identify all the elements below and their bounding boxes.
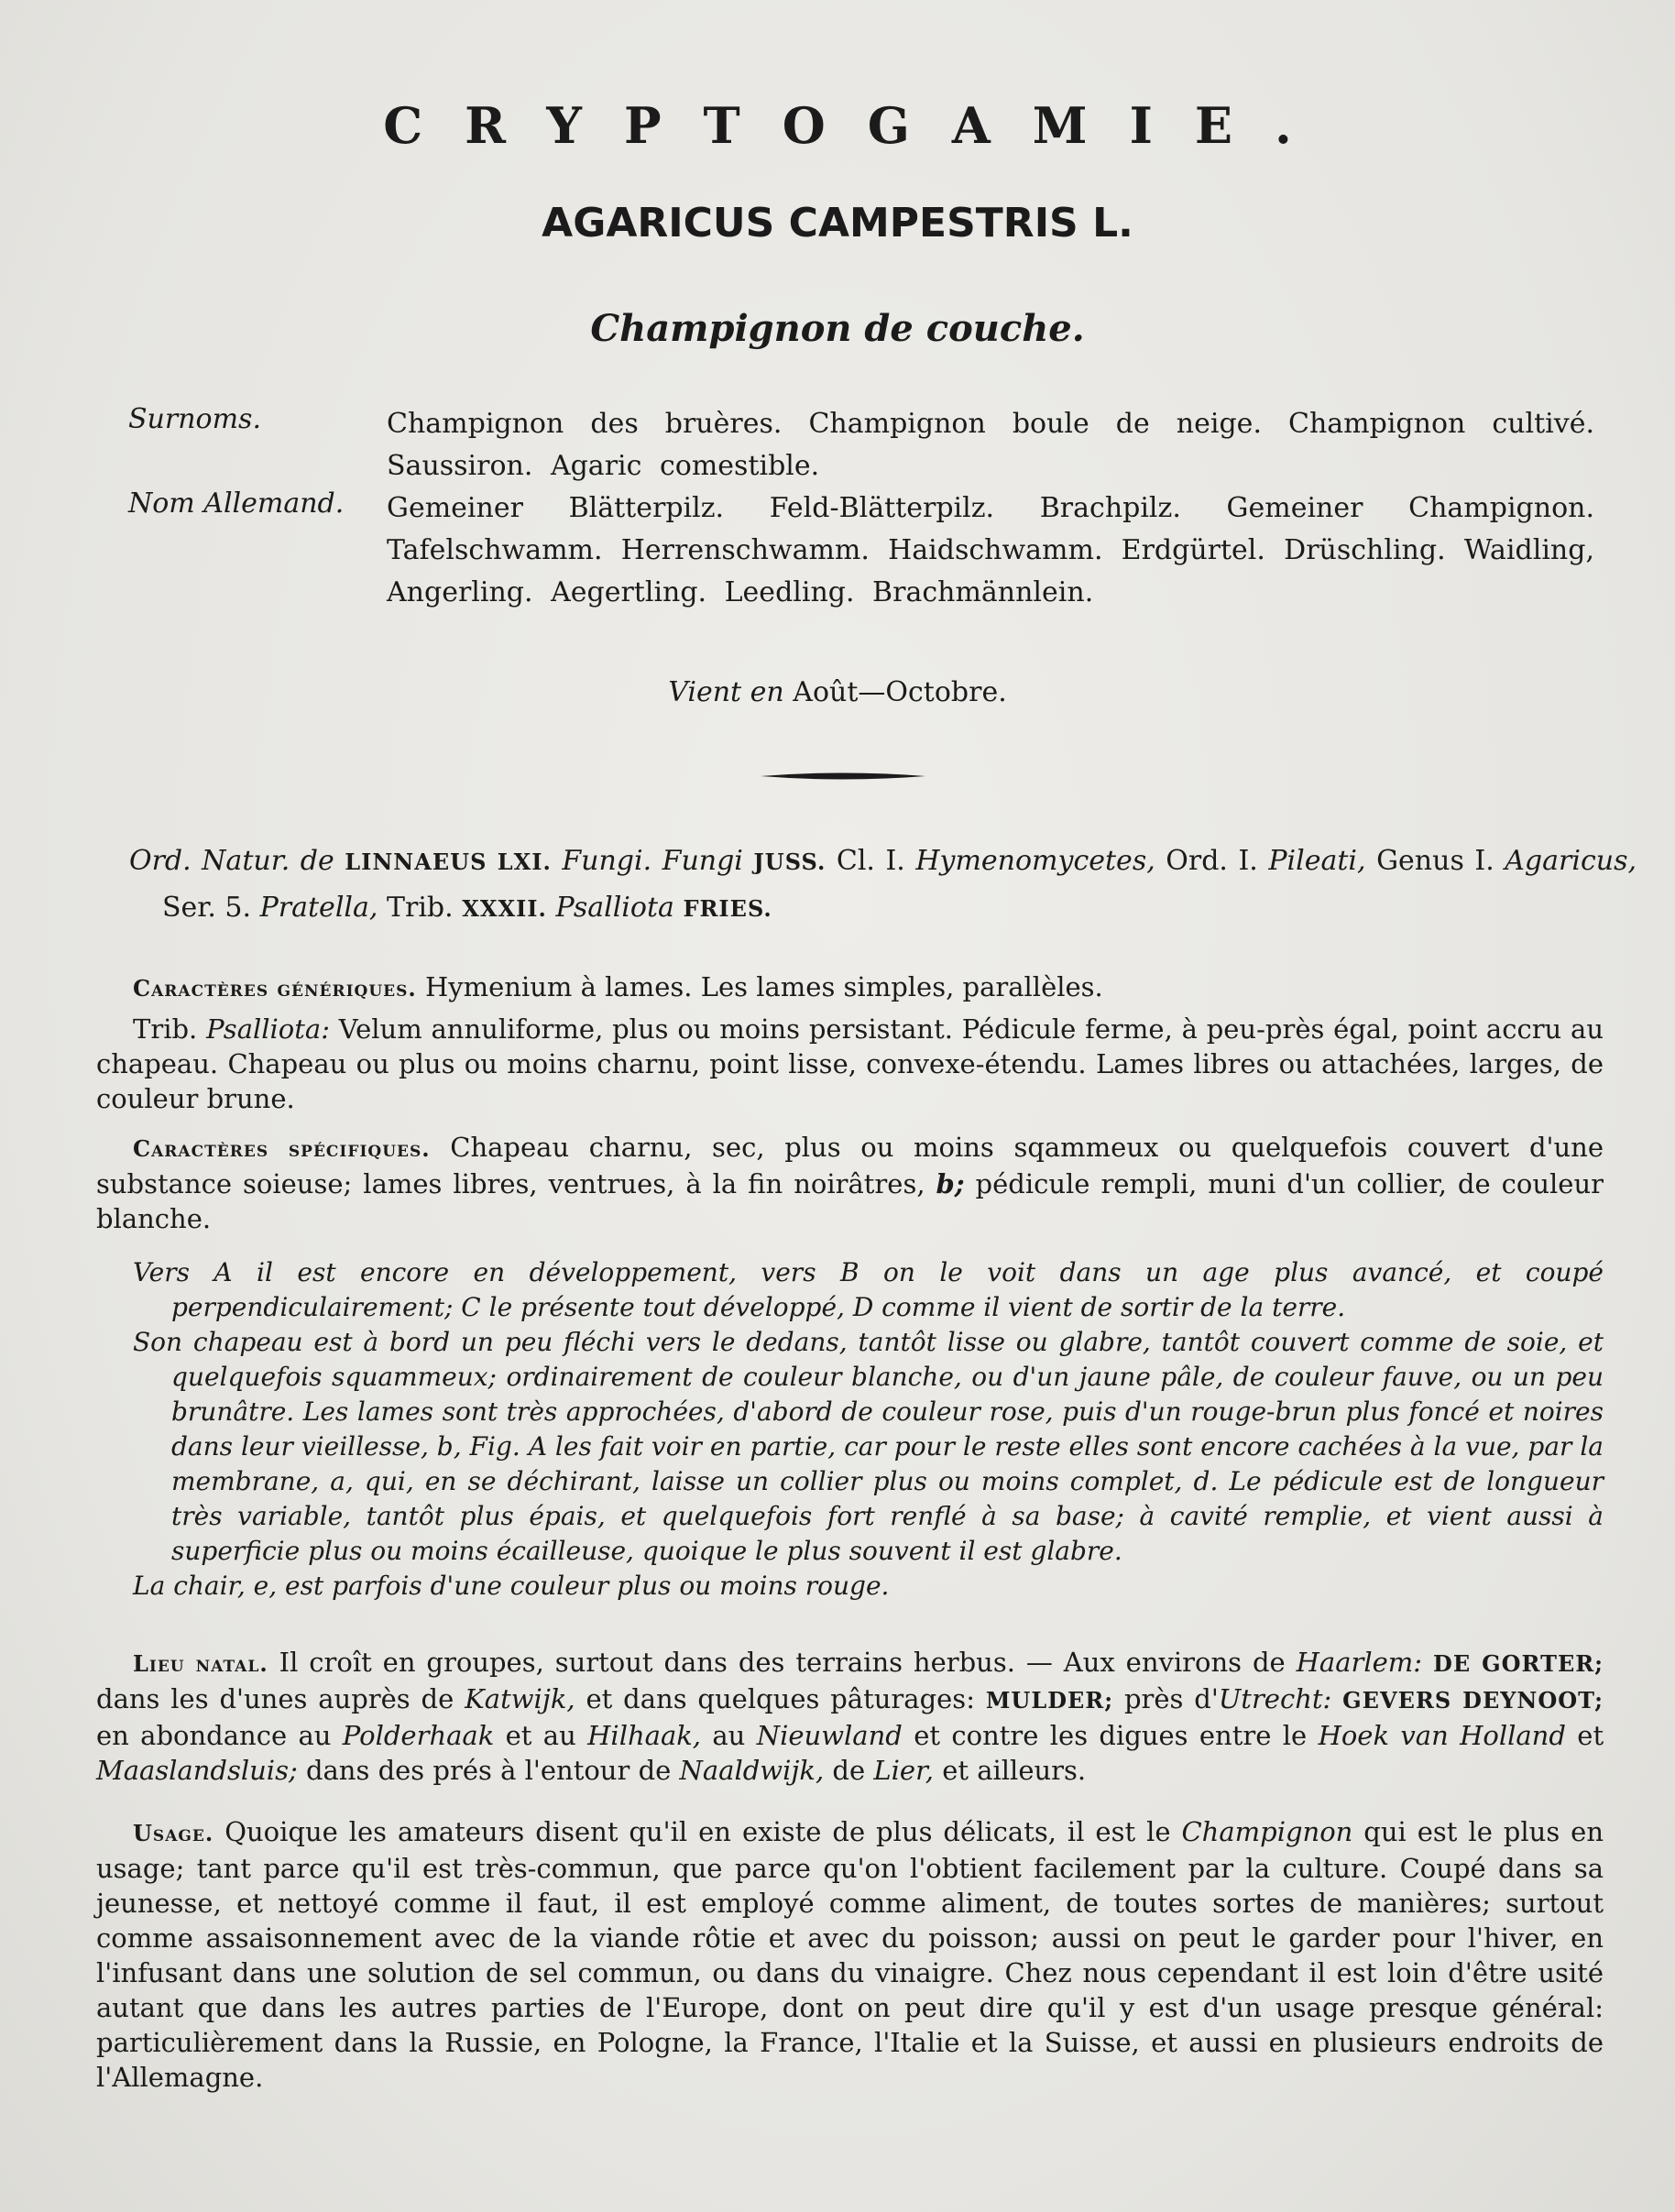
synonyms-section xyxy=(128,403,1594,614)
specific-label: Caractères spécifiques. xyxy=(133,1135,431,1162)
habitat-gorter: DE GORTER; xyxy=(1433,1650,1604,1677)
habitat-t4: près d' xyxy=(1123,1683,1219,1714)
trib-text: Velum annuliforme, plus ou moins persistant. Pédicule ferme, à peu-près égal, point accru au chapeau. Chapeau ou plus ou moins charnu, point lisse, convexe-étendu. Lames libres ou attachées, larges, de couleur brune. xyxy=(96,1013,1604,1114)
ordre-c: Fungi. Fungi xyxy=(562,845,743,877)
habitat-t7: au xyxy=(712,1720,746,1751)
trib-label: Trib. xyxy=(133,1013,198,1045)
common-name: Champignon de couche. xyxy=(590,307,1085,350)
page-title: CRYPTOGAMIE. xyxy=(383,96,1334,155)
habitat-t10: dans des prés à l'entour de xyxy=(305,1755,672,1786)
trib-name: Psalliota: xyxy=(206,1013,330,1045)
usage-champignon: Champignon xyxy=(1181,1816,1353,1847)
habitat-hilhaak: Hilhaak, xyxy=(587,1720,702,1751)
ordre-a: Ord. Natur. de xyxy=(129,845,334,877)
habitat-naaldwijk: Naaldwijk, xyxy=(679,1755,825,1786)
habitat-label: Lieu natal. xyxy=(133,1650,268,1677)
figure-description xyxy=(133,1255,1604,1604)
habitat-hoek: Hoek van Holland xyxy=(1318,1720,1566,1751)
ordre-d: JUSS. xyxy=(753,849,827,875)
habitat-t5: en abondance au xyxy=(96,1720,332,1751)
surnoms-label: Surnoms. xyxy=(128,403,261,435)
allemand-text: Gemeiner Blätterpilz. Feld-Blätterpilz. Brachpilz. Gemeiner Champignon. Tafelschwamm. Herrenschwamm. Haidschwamm. Erdgürtel. Drüschling. Waidling, Angerling. Aegertling. Leedling. Brachmännlein. xyxy=(387,492,1594,608)
habitat-nieuwland: Nieuwland xyxy=(756,1720,903,1751)
ordre-e: Cl. I. xyxy=(836,845,905,877)
ordre-l: Pratella, xyxy=(259,892,378,924)
generic-text: Hymenium à lames. Les lames simples, parallèles. xyxy=(424,971,1103,1002)
scientific-name: AGARICUS CAMPESTRIS L. xyxy=(542,200,1133,246)
generic-characters xyxy=(96,969,1604,1116)
season-label: Vient en xyxy=(668,676,784,708)
ordre-p: FRIES. xyxy=(683,895,772,922)
ordre-h: Pileati, xyxy=(1268,845,1366,877)
usage-t1: Quoique les amateurs disent qu'il en existe de plus délicats, il est le xyxy=(224,1816,1171,1847)
habitat-t9: et xyxy=(1577,1720,1604,1751)
ornament-rule xyxy=(761,770,925,783)
allemand-label: Nom Allemand. xyxy=(128,487,345,520)
specific-b-letter: b; xyxy=(936,1168,965,1199)
habitat-polderhaak: Polderhaak xyxy=(342,1720,495,1751)
habitat-t6: et au xyxy=(505,1720,576,1751)
ordre-f: Hymenomycetes, xyxy=(915,845,1155,877)
figure-vers: Vers A il est encore en développement, vers B on le voit dans un age plus avancé, et coupé perpendiculairement; C le présente tout développé, D comme il vient de sortir de la terre. xyxy=(133,1257,1604,1322)
ordre-g: Ord. I. xyxy=(1166,845,1258,877)
habitat-paragraph xyxy=(96,1645,1604,1788)
season-line xyxy=(0,676,1675,708)
habitat-maaslandsluis: Maaslandsluis; xyxy=(96,1755,298,1786)
specific-characters xyxy=(96,1130,1604,1236)
season-months: Août—Octobre. xyxy=(793,676,1007,708)
habitat-t3: et dans quelques pâturages: xyxy=(586,1683,975,1714)
habitat-lier: Lier, xyxy=(873,1755,934,1786)
specific-text: Chapeau charnu, sec, plus ou moins sqammeux ou quelquefois couvert d'une substance soieuse; lames libres, ventrues, à la fin noirâtres, xyxy=(96,1132,1604,1199)
habitat-mulder: MULDER; xyxy=(985,1687,1114,1714)
figure-chair: La chair, e, est parfois d'une couleur plus ou moins rouge. xyxy=(133,1571,890,1601)
generic-label: Caractères génériques. xyxy=(133,975,417,1002)
ordre-o: Psalliota xyxy=(555,892,674,924)
specific-text2: pédicule rempli, muni d'un collier, de couleur blanche. xyxy=(96,1168,1604,1234)
ordre-n: XXXII. xyxy=(462,895,547,922)
habitat-gevers: GEVERS DEYNOOT; xyxy=(1342,1687,1604,1714)
usage-t2: qui est le plus en usage; tant parce qu'il est très-commun, que parce qu'on l'obtient facilement par la culture. Coupé dans sa jeunesse, et nettoyé comme il faut, il est employé comme aliment, de toutes sortes de manières; surtout comme assaisonnement avec de la viande rôtie et avec du poisson; aussi on peut le garder pour l'hiver, en l'infusant dans une solution de sel commun, ou dans du vinaigre. Chez nous cependant il est loin d'être usité autant que dans les autres parties de l'Europe, dont on peut dire qu'il y est d'un usage presque général: particulièrement dans la Russie, en Pologne, la France, l'Italie et la Suisse, et aussi en plusieurs endroits de l'Allemagne. xyxy=(96,1816,1604,2093)
habitat-t2: dans les d'unes auprès de xyxy=(96,1683,454,1714)
surnoms-text: Champignon des bruères. Champignon boule de neige. Champignon cultivé. Saussiron. Agaric comestible. xyxy=(387,408,1594,482)
ordre-k: Ser. 5. xyxy=(162,892,252,924)
usage-label: Usage. xyxy=(133,1820,214,1846)
habitat-t1: Il croît en groupes, surtout dans des terrains herbus. — Aux environs de xyxy=(279,1647,1286,1678)
habitat-haarlem: Haarlem: xyxy=(1296,1647,1423,1678)
ordre-b: LINNAEUS LXI. xyxy=(345,849,552,875)
surnoms-row xyxy=(128,403,1594,487)
habitat-t12: et ailleurs. xyxy=(942,1755,1087,1786)
habitat-t8: et contre les digues entre le xyxy=(914,1720,1308,1751)
generic-line xyxy=(96,969,1604,1006)
ordre-m: Trib. xyxy=(386,892,454,924)
usage-paragraph xyxy=(96,1814,1604,2095)
habitat-katwijk: Katwijk, xyxy=(465,1683,575,1714)
ordre-j: Agaricus, xyxy=(1505,845,1637,877)
allemand-row xyxy=(128,487,1594,614)
habitat-t11: de xyxy=(832,1755,866,1786)
classification-paragraph xyxy=(129,838,1637,932)
habitat-utrecht: Utrecht: xyxy=(1218,1683,1332,1714)
trib-paragraph xyxy=(96,1012,1604,1116)
figure-chapeau: Son chapeau est à bord un peu fléchi vers le dedans, tantôt lisse ou glabre, tantôt couvert comme de soie, et quelquefois squammeux; ordinairement de couleur blanche, ou d'un jaune pâle, de couleur fauve, ou un peu brunâtre. Les lames sont très approchées, d'abord de couleur rose, puis d'un rouge-brun plus foncé et noires dans leur vieillesse, b, Fig. A les fait voir en partie, car pour le reste elles sont encore cachées à la vue, par la membrane, a, qui, en se déchirant, laisse un collier plus ou moins complet, d. Le pédicule est de longueur très variable, tantôt plus épais, et quelquefois fort renflé à sa base; à cavité remplie, et vient aussi à superficie plus ou moins écailleuse, quoique le plus souvent il est glabre. xyxy=(133,1327,1604,1566)
ordre-i: Genus I. xyxy=(1376,845,1494,877)
